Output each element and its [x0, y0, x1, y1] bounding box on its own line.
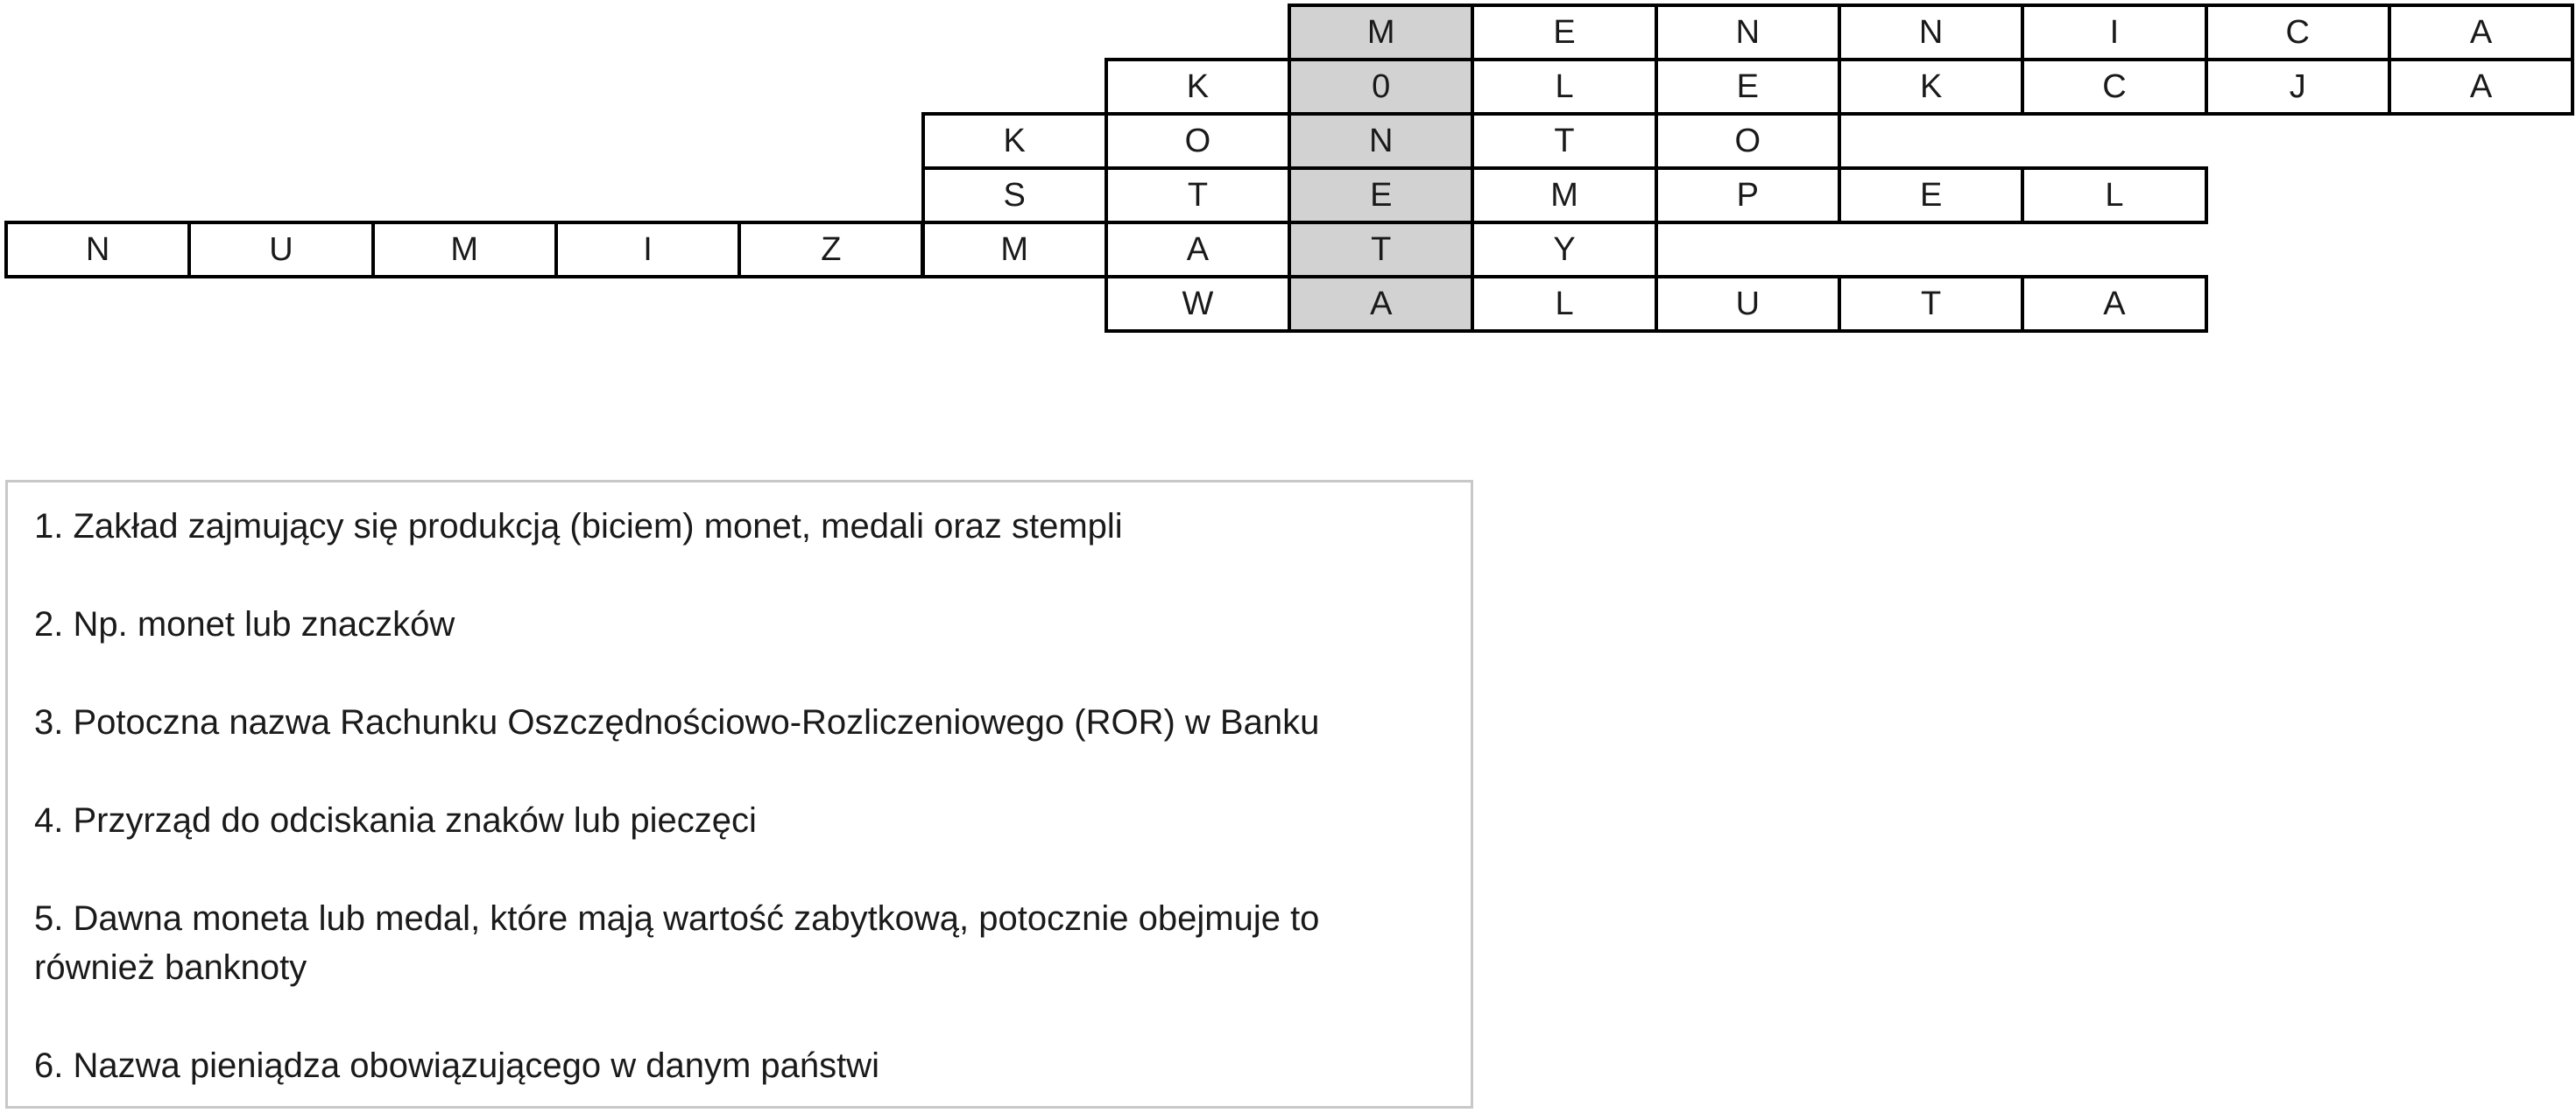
- key-letter-cell: 0: [1288, 58, 1474, 116]
- key-letter-cell: A: [1288, 275, 1474, 333]
- clue-5: 5. Dawna moneta lub medal, które mają wartość zabytkową, potocznie obejmuje to również banknoty: [34, 899, 1320, 987]
- letter-cell: T: [1471, 112, 1657, 170]
- letter-cell: L: [2021, 166, 2207, 224]
- key-letter-cell: E: [1288, 166, 1474, 224]
- letter-cell: U: [187, 221, 374, 278]
- key-letter-cell: M: [1288, 4, 1474, 61]
- clues-box: [5, 480, 1473, 1109]
- letter-cell: P: [1655, 166, 1841, 224]
- letter-cell: W: [1105, 275, 1291, 333]
- letter-cell: L: [1471, 275, 1657, 333]
- letter-cell: I: [554, 221, 741, 278]
- letter-cell: C: [2021, 58, 2207, 116]
- letter-cell: Y: [1471, 221, 1657, 278]
- letter-cell: T: [1105, 166, 1291, 224]
- letter-cell: M: [921, 221, 1108, 278]
- letter-cell: E: [1838, 166, 2024, 224]
- crossword-grid: [0, 0, 2576, 333]
- letter-cell: U: [1655, 275, 1841, 333]
- letter-cell: T: [1838, 275, 2024, 333]
- clue-4: 4. Przyrząd do odciskania znaków lub pieczęci: [34, 801, 757, 840]
- letter-cell: N: [4, 221, 191, 278]
- letter-cell: E: [1655, 58, 1841, 116]
- key-letter-cell: N: [1288, 112, 1474, 170]
- letter-cell: E: [1471, 4, 1657, 61]
- key-letter-cell: T: [1288, 221, 1474, 278]
- letter-cell: J: [2205, 58, 2391, 116]
- letter-cell: K: [921, 112, 1108, 170]
- clue-2: 2. Np. monet lub znaczków: [34, 605, 455, 644]
- letter-cell: M: [1471, 166, 1657, 224]
- clue-3: 3. Potoczna nazwa Rachunku Oszczędnościowo-Rozliczeniowego (ROR) w Banku: [34, 703, 1320, 742]
- letter-cell: O: [1655, 112, 1841, 170]
- letter-cell: O: [1105, 112, 1291, 170]
- letter-cell: A: [2021, 275, 2207, 333]
- letter-cell: N: [1655, 4, 1841, 61]
- letter-cell: Z: [738, 221, 924, 278]
- letter-cell: K: [1105, 58, 1291, 116]
- clue-1: 1. Zakład zajmujący się produkcją (biciem) monet, medali oraz stempli: [34, 507, 1123, 546]
- letter-cell: L: [1471, 58, 1657, 116]
- letter-cell: C: [2205, 4, 2391, 61]
- letter-cell: A: [1105, 221, 1291, 278]
- clue-6: 6. Nazwa pieniądza obowiązującego w danym państwi: [34, 1046, 879, 1085]
- letter-cell: K: [1838, 58, 2024, 116]
- letter-cell: S: [921, 166, 1108, 224]
- letter-cell: A: [2388, 4, 2574, 61]
- letter-cell: M: [371, 221, 558, 278]
- letter-cell: N: [1838, 4, 2024, 61]
- letter-cell: I: [2021, 4, 2207, 61]
- letter-cell: A: [2388, 58, 2574, 116]
